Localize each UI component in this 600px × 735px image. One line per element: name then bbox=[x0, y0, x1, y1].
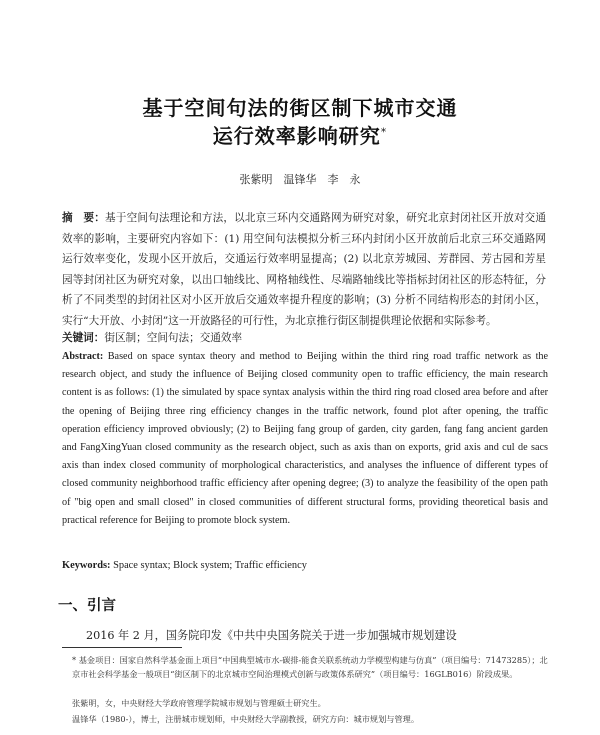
author-list: 张紫明 温锋华 李 永 bbox=[239, 173, 361, 186]
abstract-cn-text: 基于空间句法理论和方法，以北京三环内交通路网为研究对象，研究北京封闭社区开放对交通效率的影响，主要研究内容如下：(1) 用空间句法模拟分析三环内封闭小区开放前后北京三环交通路网运行效率变化，发现小区开放后，交通运行效率明显提高；(2) 以北京芳城园、芳群园、芳古园和芳星园等封闭社区为研究对象，以出口轴线比、网格轴线性、尽端路轴线比等指标封闭社区的形态特征，分析了不同类型的封闭社区对小区开放后交通效率提升程度的影响；(3) 分析不同结构形态的封闭小区，实行“大开放、小封闭”这一开放路径的可行性，为北京推行街区制提供理论依据和实际参考。 bbox=[62, 212, 547, 327]
footnote-author-1: 张紫明，女，中央财经大学政府管理学院城市规划与管理硕士研究生。 bbox=[72, 698, 326, 708]
paper-title-line-1 bbox=[0, 92, 600, 121]
keywords-chinese bbox=[62, 330, 546, 345]
abstract-en-text: Based on space syntax theory and method to Beijing within the third ring road traffic network as the research object, and study the influence of Beijing closed community open to traffic efficiency, the main research content is as follows: (1) the simulated by space syntax analysis within the third ring road closed area before and after the opening of Beijing three ring efficiency changes in the traffic network, found plot after opening, the traffic operation efficiency improved obviously; (2) to Beijing fang group of garden, city garden, fang fang ancient garden and FangXingYuan closed community as the research object, such as axis than on exports, grid axis and cul de sacs axis than index closed community of morphological characteristics, and analyses the influence of different types of closed community neighborhood traffic efficiency after opening degree; (3) to analyze the feasibility of the open path of "big open and small closed" in closed communities of different structural forms, providing theoretical basis and practical reference for Beijing to promote block system. bbox=[62, 351, 549, 526]
keywords-cn-label: 关键词： bbox=[62, 332, 105, 344]
abstract-chinese bbox=[62, 208, 546, 331]
abstract-en-label: Abstract: bbox=[62, 351, 104, 362]
title-footnote-marker[interactable]: * bbox=[380, 125, 388, 139]
abstract-cn-label: 摘 要： bbox=[62, 212, 106, 224]
body-paragraph-first-line: 2016 年 2 月，国务院印发《中共中央国务院关于进一步加强城市规划建设 bbox=[86, 629, 457, 642]
keywords-cn-text: 街区制；空间句法；交通效率 bbox=[104, 332, 243, 344]
abstract-english bbox=[62, 348, 548, 530]
keywords-en-text: Space syntax; Block system; Traffic efficiency bbox=[113, 560, 307, 571]
footnote-author-2: 温锋华（1980-），博士，注册城市规划师，中央财经大学副教授，研究方向：城市规划与管理。 bbox=[72, 714, 420, 724]
footnote-divider bbox=[62, 647, 182, 648]
title-text-2: 运行效率影响研究 bbox=[212, 124, 381, 148]
footnote-fund: * 基金项目：国家自然科学基金面上项目“中国典型城市水-碳排-能食关联系统动力学模型构建与仿真”（项目编号：71473285）；北京市社会科学基金一般项目“街区制下的北京城市空间治理模式创新与政策体系研究”（项目编号：16GLB016）阶段成果。 bbox=[72, 655, 548, 679]
section-heading-introduction: 一、引言 bbox=[58, 598, 116, 614]
keywords-english bbox=[62, 560, 546, 571]
title-text-1: 基于空间句法的街区制下城市交通 bbox=[142, 96, 458, 120]
keywords-en-label: Keywords: bbox=[62, 560, 111, 571]
paper-title-line-2 bbox=[0, 120, 600, 149]
